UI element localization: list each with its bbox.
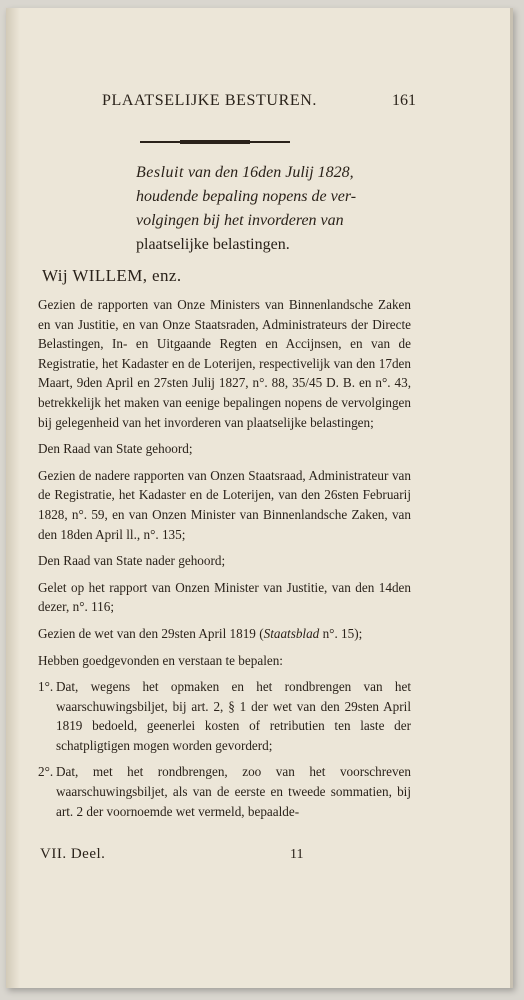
page-number: 161 bbox=[392, 92, 416, 109]
sovereign-line: Wij WILLEM, enz. bbox=[42, 266, 182, 285]
decree-body bbox=[38, 295, 411, 821]
running-head: PLAATSELIJKE BESTUREN. bbox=[102, 92, 317, 109]
decree-title-line4: plaatselijke belastingen. bbox=[136, 236, 290, 253]
decree-title-date: van den 16den Julij 1828, bbox=[183, 164, 354, 181]
paragraph-further-reports: Gezien de nadere rapporten van Onzen Staatsraad, Administrateur van de Registratie, het Kadaster en de Loterijen, van den 26sten Februarij 1828, n°. 59, en van Onzen Minister van Binnenlandsche Zaken, van den 18den April ll., n°. 135; bbox=[38, 467, 411, 542]
list-item bbox=[38, 677, 411, 755]
decree-title bbox=[136, 161, 414, 257]
paragraph-council-heard-again: Den Raad van State nader gehoord; bbox=[38, 553, 226, 569]
paragraph-council-heard: Den Raad van State gehoord; bbox=[38, 441, 193, 457]
item-text: Dat, wegens het opmaken en het rondbrengen van het waarschuwingsbiljet, bij art. 2, § 1 der wet van den 29sten April 1819 bedoeld, geenerlei kosten of retributien ten laste der schatpligtigen mogen worden gevorderd; bbox=[56, 679, 411, 753]
paragraph-law bbox=[38, 624, 411, 644]
decree-title-line3: volgingen bij het invorderen van bbox=[136, 212, 344, 229]
page-footer bbox=[40, 846, 400, 866]
item-number: 2°. bbox=[38, 764, 54, 780]
paragraph-resolve: Hebben goedgevonden en verstaan te bepalen: bbox=[38, 652, 283, 668]
book-page bbox=[6, 8, 513, 988]
paragraph-considering-reports: Gezien de rapporten van Onze Ministers van Binnenlandsche Zaken en van Justitie, en van Onze Staatsraden, Administrateurs der Directe Belastingen, In- en Uitgaande Regten en Accijnsen, en van de Registratie, het Kadaster en de Loterijen, respectivelijk van den 17den Maart, 9den April en 27sten Julij 1827, n°. 88, 35/45 D. B. en n°. 43, betrekkelijk het maken van eenige bepalingen nopens de vervolgingen bij gelegenheid van het invorderen van plaatselijke belastingen; bbox=[38, 297, 411, 430]
section-rule bbox=[140, 141, 290, 143]
item-text: Dat, met het rondbrengen, zoo van het voorschreven waarschuwingsbiljet, als van de eerste en tweede sommatien, bij art. 2 der voornoemde wet vermeld, bepaalde- bbox=[56, 764, 411, 819]
page-header bbox=[102, 92, 416, 122]
decree-title-line2: houdende bepaling nopens de ver- bbox=[136, 188, 357, 205]
decree-title-lead: Besluit bbox=[136, 164, 184, 181]
list-item bbox=[38, 762, 411, 821]
paragraph-justice-report: Gelet op het rapport van Onzen Minister van Justitie, van den 14den dezer, n°. 116; bbox=[38, 579, 411, 615]
gutter-shadow bbox=[6, 8, 20, 988]
law-text-post: n°. 15); bbox=[319, 625, 363, 641]
item-number: 1°. bbox=[38, 679, 54, 695]
sheet-mark: 11 bbox=[290, 847, 304, 862]
law-text-staatsblad: Staatsblad bbox=[263, 625, 320, 641]
law-text-pre: Gezien de wet van den 29sten April 1819 ( bbox=[38, 625, 264, 641]
volume-signature: VII. Deel. bbox=[40, 846, 106, 862]
